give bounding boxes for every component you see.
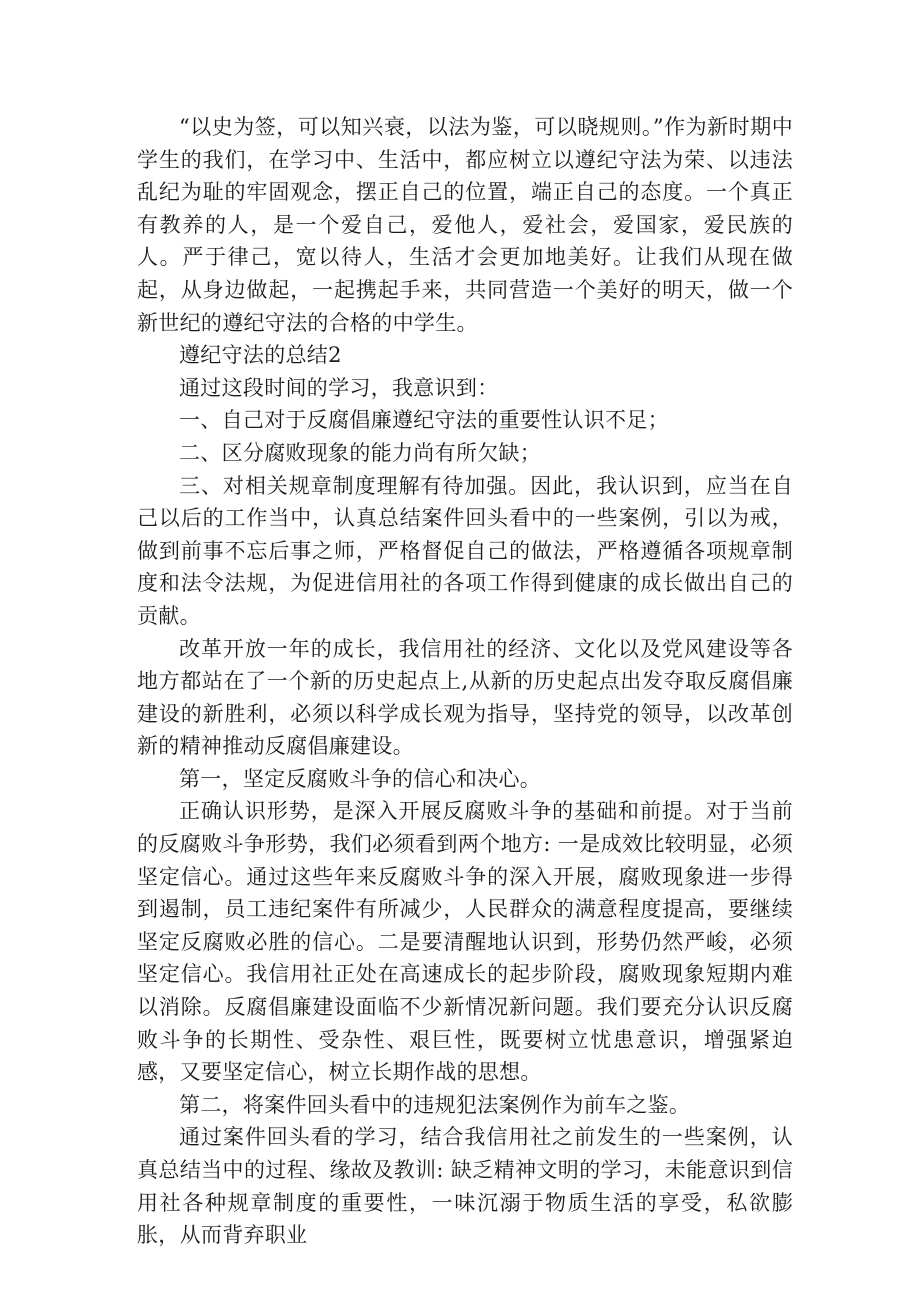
paragraph-intro-quote: “以史为签，可以知兴衰，以法为鉴，可以晓规则。”作为新时期中学生的我们，在学习中、生活中，都应树立以遵纪守法为荣、以违法乱纪为耻的牢固观念，摆正自己的位置，端正自己的态度。一个真正有教养的人，是一个爱自己，爱他人，爱社会，爱国家，爱民族的人。严于律己，宽以待人，生活才会更加地美好。让我们从现在做起，从身边做起，一起携起手来，共同营造一个美好的明天，做一个新世纪的遵纪守法的合格的中学生。 [137, 115, 793, 335]
section-heading: 遵纪守法的总结2 [179, 343, 342, 368]
paragraph: 改革开放一年的成长，我信用社的经济、文化以及党风建设等各地方都站在了一个新的历史起点上,从新的历史起点出发夺取反腐倡廉建设的新胜利，必须以科学成长观为指导，坚持党的领导，以改革创新的精神推动反腐倡廉建设。 [137, 636, 793, 759]
subheading: 第一，坚定反腐败斗争的信心和决心。 [179, 766, 542, 791]
list-item: 二、区分腐败现象的能力尚有所欠缺； [179, 440, 542, 465]
paragraph: 通过这段时间的学习，我意识到： [179, 375, 499, 400]
paragraph: 正确认识形势，是深入开展反腐败斗争的基础和前提。对于当前的反腐败斗争形势，我们必须看到两个地方: 一是成效比较明显，必须坚定信心。通过这些年来反腐败斗争的深入开展，腐败现象进一步得到遏制，员工违纪案件有所减少，人民群众的满意程度提高，要继续坚定反腐败必胜的信心。二是要清醒地认识到，形势仍然严峻，必须坚定信心。我信用社正处在高速成长的起步阶段，腐败现象短期内难以消除。反腐倡廉建设面临不少新情况新问题。我们要充分认识反腐败斗争的长期性、受杂性、艰巨性，既要树立忧患意识，增强紧迫感，又要坚定信心，树立长期作战的思想。 [137, 799, 793, 1085]
document-body [137, 111, 793, 1252]
list-item: 三、对相关规章制度理解有待加强。因此，我认识到，应当在自己以后的工作当中，认真总结案件回头看中的一些案例，引以为戒，做到前事不忘后事之师，严格督促自己的做法，严格遵循各项规章制度和法令法规，为促进信用社的各项工作得到健康的成长做出自己的贡献。 [137, 473, 793, 628]
paragraph: 通过案件回头看的学习，结合我信用社之前发生的一些案例，认真总结当中的过程、缘故及教训: 缺乏精神文明的学习，未能意识到信用社各种规章制度的重要性，一味沉溺于物质生活的享受，私欲膨胀，从而背弃职业 [137, 1125, 793, 1248]
list-item: 一、自己对于反腐倡廉遵纪守法的重要性认识不足； [179, 408, 669, 433]
subheading: 第二，将案件回头看中的违规犯法案例作为前车之鉴。 [179, 1092, 691, 1117]
